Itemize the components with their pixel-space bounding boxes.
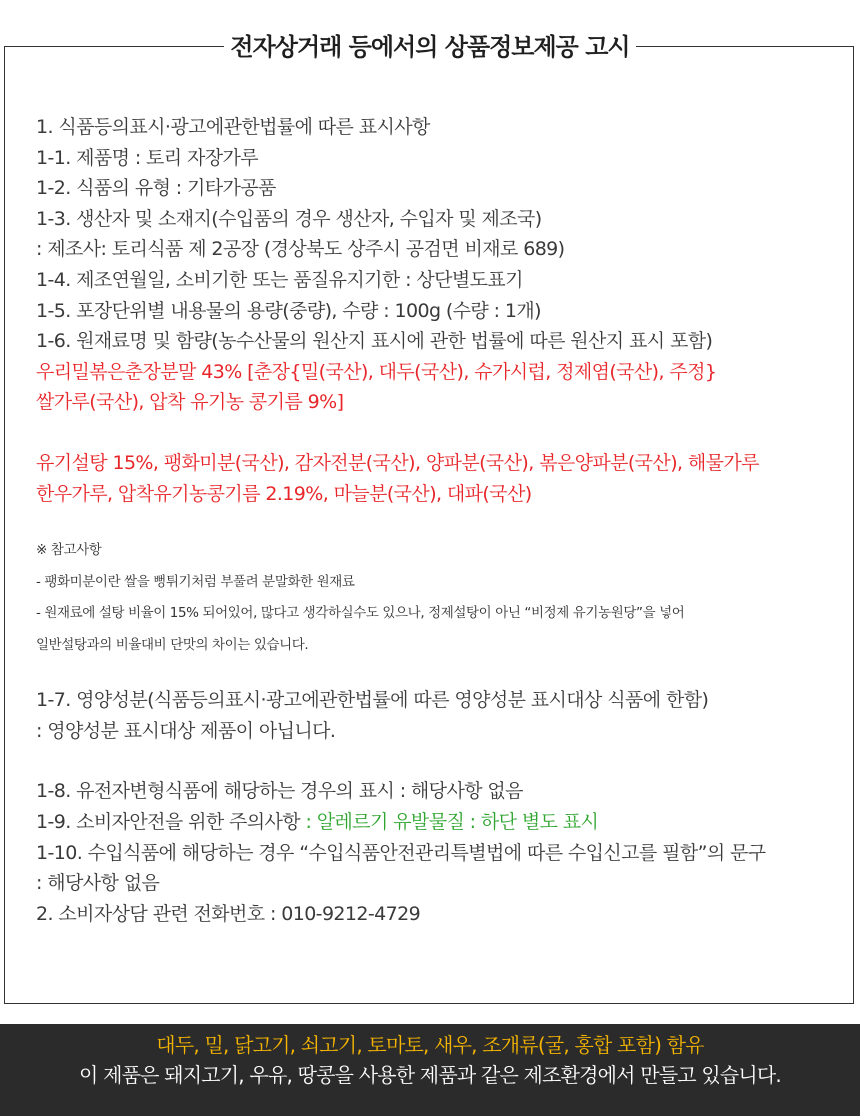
- safety-notice: [36, 807, 836, 838]
- import-heading: 1-10. 수입식품에 해당하는 경우 “수입식품안전관리특별법에 따른 수입신고를 필함”의 문구: [36, 841, 766, 864]
- ingredients-line-1: 우리밀볶은춘장분말 43% [춘장{밀(국산), 대두(국산), 슈가시럽, 정제염(국산), 주정}: [36, 360, 717, 383]
- nutrition-value: : 영양성분 표시대상 제품이 아닙니다.: [36, 719, 336, 742]
- ingredients-heading: 1-6. 원재료명 및 함량(농수산물의 원산지 표시에 관한 법률에 따른 원산지 표시 포함): [36, 330, 713, 353]
- notice-content: [36, 112, 836, 929]
- cross-contamination-notice: 이 제품은 돼지고기, 우유, 땅콩을 사용한 제품과 같은 제조환경에서 만들고 있습니다.: [79, 1063, 781, 1087]
- ingredients-line-2: 쌀가루(국산), 압착 유기농 콩기름 9%]: [36, 391, 344, 414]
- allergy-notice: : 알레르기 유발물질 : 하단 별도 표시: [300, 810, 599, 833]
- reference-note-2: - 원재료에 설탕 비율이 15% 되어있어, 많다고 생각하실수도 있으나, 정제설탕이 아닌 “비정제 유기농원당”을 넣어: [36, 605, 685, 622]
- ingredients-line-3: 유기설탕 15%, 팽화미분(국산), 감자전분(국산), 양파분(국산), 볶은양파분(국산), 해물가루: [36, 451, 759, 474]
- title-bar: [0, 30, 860, 64]
- food-type: 1-2. 식품의 유형 : 기타가공품: [36, 177, 276, 200]
- nutrition-heading: 1-7. 영양성분(식품등의표시·광고에관한법률에 따른 영양성분 표시대상 식품에 한함): [36, 689, 709, 712]
- page-title: 전자상거래 등에서의 상품정보제공 고시: [224, 30, 635, 64]
- package-quantity: 1-5. 포장단위별 내용물의 용량(중량), 수량 : 100g (수량 : 1개): [36, 299, 541, 322]
- producer-heading: 1-3. 생산자 및 소재지(수입품의 경우 생산자, 수입자 및 제조국): [36, 207, 542, 230]
- product-name: 1-1. 제품명 : 토리 자장가루: [36, 146, 259, 169]
- reference-heading: ※ 참고사항: [36, 542, 102, 559]
- manufacturer: : 제조사: 토리식품 제 2공장 (경상북도 상주시 공검면 비재로 689): [36, 238, 565, 261]
- manufacture-date: 1-4. 제조연월일, 소비기한 또는 품질유지기한 : 상단별도표기: [36, 268, 523, 291]
- contact-phone: 2. 소비자상담 관련 전화번호 : 010-9212-4729: [36, 902, 421, 925]
- allergen-list: 대두, 밀, 닭고기, 쇠고기, 토마토, 새우, 조개류(굴, 홍합 포함) 함유: [156, 1033, 704, 1057]
- safety-label: 1-9. 소비자안전을 위한 주의사항: [36, 810, 301, 833]
- reference-note-3: 일반설탕과의 비율대비 단맛의 차이는 있습니다.: [36, 636, 309, 653]
- gmo-notice: 1-8. 유전자변형식품에 해당하는 경우의 표시 : 해당사항 없음: [36, 780, 523, 803]
- import-value: : 해당사항 없음: [36, 872, 160, 895]
- allergen-footer: [0, 1024, 860, 1116]
- section-1-heading: 1. 식품등의표시·광고에관한법률에 따른 표시사항: [36, 116, 430, 138]
- reference-note-1: - 팽화미분이란 쌀을 뻥튀기처럼 부풀려 분말화한 원재료: [36, 573, 355, 590]
- ingredients-line-4: 한우가루, 압착유기농콩기름 2.19%, 마늘분(국산), 대파(국산): [36, 482, 532, 505]
